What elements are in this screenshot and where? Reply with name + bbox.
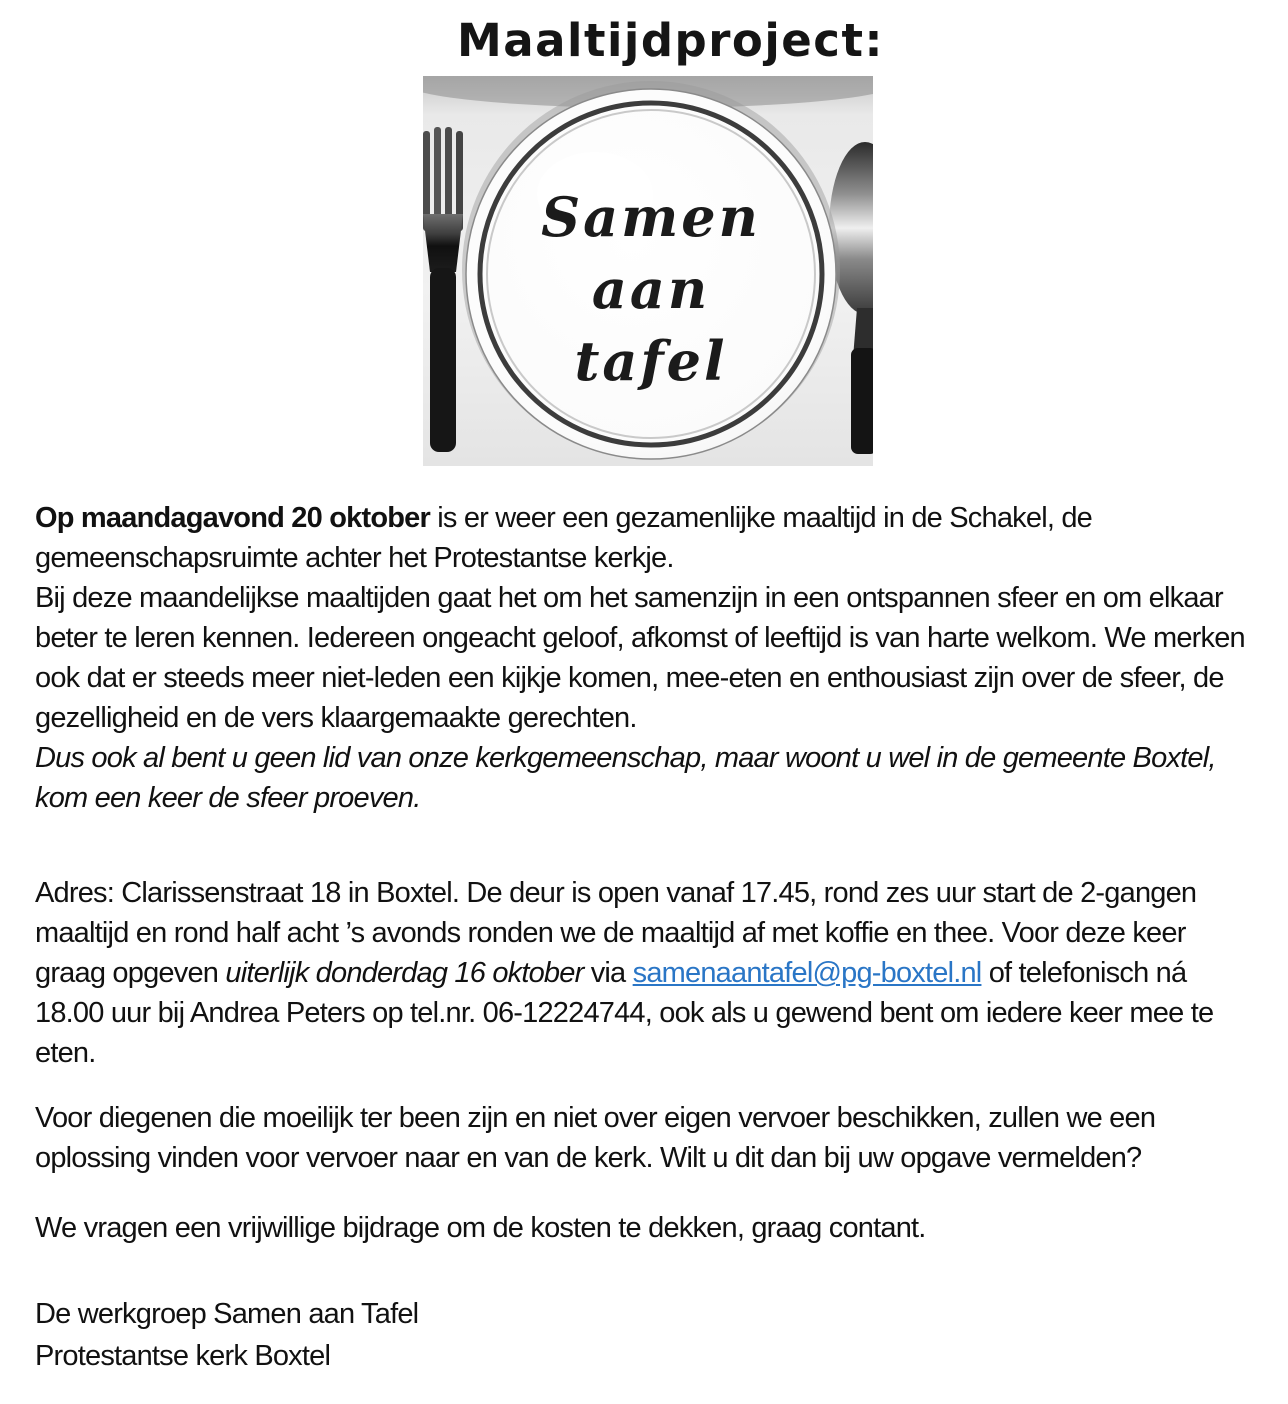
intro-after-lead: is er weer een gezamenlijke maaltijd in de Schakel, de gemeenschapsruimte achter het Protestantse kerkje. [35,502,1093,574]
intro-bold-date: Op maandagavond 20 oktober [35,502,430,534]
signature-line1: De werkgroep Samen aan Tafel [35,1298,419,1330]
address-part1: Adres: Clarissenstraat 18 in Boxtel. De deur is open vanaf 17.45, rond zes uur start de 2-gangen maaltijd en rond half acht ’s avonds ronden we de maaltijd af met koffie en thee. Voor deze keer graag opgeven [35,877,1197,989]
paragraph-intro [35,498,1260,818]
signature-line2: Protestantse kerk Boxtel [35,1340,331,1372]
address-part2: via [583,957,633,989]
paragraph-bijdrage: We vragen een vrijwillige bijdrage om de kosten te dekken, graag contant. [35,1212,926,1244]
deadline-italic: uiterlijk donderdag 16 oktober [225,957,584,989]
intro-body: Bij deze maandelijkse maaltijden gaat het om het samenzijn in een ontspannen sfeer en om elkaar beter te leren kennen. Iedereen ongeacht geloof, afkomst of leeftijd is van harte welkom. We merken ook dat er steeds meer niet-leden een kijkje komen, mee-eten en enthousiast zijn over de sfeer, de gezelligheid en de vers klaargemaakte gerechten. [35,582,1245,734]
plate-text-line2: aan [591,257,710,321]
plate-text-line1: Samen [540,185,761,249]
place-setting-illustration [423,76,873,466]
place-setting-photo [423,76,873,466]
address-part3: of telefonisch ná 18.00 uur bij Andrea Peters op tel.nr. 06-12224744, ook als u gewend bent om iedere keer mee te eten. [35,957,1214,1069]
email-link[interactable]: samenaantafel@pg-boxtel.nl [632,957,982,989]
page-title: Maaltijdproject: [457,14,884,67]
paragraph-address [35,873,1260,1073]
signature [35,1293,1260,1377]
paragraph-vervoer: Voor diegenen die moeilijk ter been zijn en niet over eigen vervoer beschikken, zullen we een oplossing vinden voor vervoer naar en van de kerk. Wilt u dit dan bij uw opgave vermelden? [35,1102,1156,1174]
document-page [0,14,1288,1377]
intro-italic-note: Dus ook al bent u geen lid van onze kerkgemeenschap, maar woont u wel in de gemeente Boxtel, kom een keer de sfeer proeven. [35,742,1216,814]
plate-text-line3: tafel [573,329,728,393]
